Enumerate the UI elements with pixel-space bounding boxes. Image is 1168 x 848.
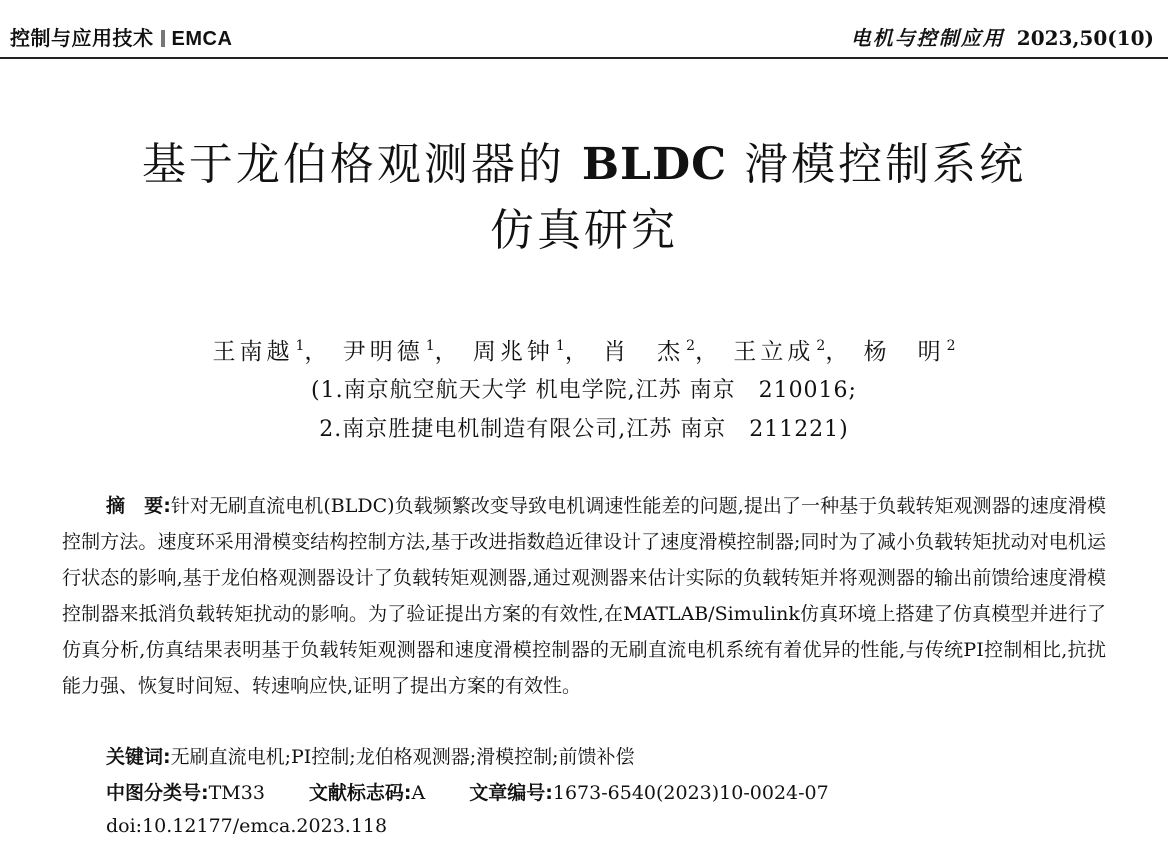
clc-label: 中图分类号:	[106, 782, 209, 804]
section-name	[10, 22, 232, 51]
clc-value: TM33	[208, 782, 265, 804]
author-affil-mark: 2	[946, 338, 956, 355]
affiliation-1: (1.南京航空航天大学 机电学院,江苏 南京 210016;	[311, 378, 857, 403]
title-part-en: BLDC	[581, 139, 728, 190]
doi-line	[106, 815, 387, 837]
article-number-label: 文章编号:	[469, 782, 553, 804]
author: 王南越 $^1$，	[212, 338, 332, 365]
author: 杨 明 $^2$	[863, 338, 956, 365]
doi-label: doi:	[106, 815, 143, 837]
title-part-a: 基于龙伯格观测器的	[141, 139, 565, 190]
running-header	[0, 0, 1168, 58]
author-affil-mark: 2	[686, 338, 696, 355]
title-part-b: 滑模控制系统	[744, 139, 1027, 190]
keywords	[106, 742, 635, 769]
author-affil-mark: 1	[295, 338, 305, 355]
journal-volume: 2023,50(10)	[1016, 26, 1154, 50]
author-list	[0, 333, 1168, 366]
keywords-label: 关键词:	[106, 746, 171, 768]
author: 肖 杰 $^2$，	[603, 338, 723, 365]
author: 周兆钟 $^1$，	[472, 338, 592, 365]
author-affil-mark: 2	[816, 338, 826, 355]
journal-name: 电机与控制应用	[850, 26, 1005, 50]
article-number-value: 1673-6540(2023)10-0024-07	[552, 782, 829, 804]
journal-info	[851, 22, 1154, 51]
title-line-1	[0, 132, 1168, 198]
author: 王立成 $^2$，	[733, 338, 853, 365]
abstract	[62, 488, 1106, 704]
keywords-text: 无刷直流电机;PI控制;龙伯格观测器;滑模控制;前馈补偿	[170, 746, 635, 768]
doi-value[interactable]: 10.12177/emca.2023.118	[142, 815, 388, 837]
doc-code-value: A	[411, 782, 426, 804]
title-line-2: 仿真研究	[490, 205, 678, 256]
section-label: 控制与应用技术	[10, 26, 154, 50]
affiliation-2: 2.南京胜捷电机制造有限公司,江苏 南京 211221)	[319, 417, 849, 442]
doc-code-label: 文献标志码:	[308, 782, 412, 804]
section-brand: EMCA	[171, 28, 233, 50]
paper-title	[0, 132, 1168, 264]
author-affil-mark: 1	[555, 338, 565, 355]
header-separator	[161, 30, 165, 47]
header-rule	[0, 57, 1168, 59]
author-affil-mark: 1	[425, 338, 435, 355]
abstract-text: 针对无刷直流电机(BLDC)负载频繁改变导致电机调速性能差的问题,提出了一种基于负载转矩观测器的速度滑模控制方法。速度环采用滑模变结构控制方法,基于改进指数趋近律设计了速度滑模控制器;同时为了减小负载转矩扰动对电机运行状态的影响,基于龙伯格观测器设计了负载转矩观测器,通过观测器来估计实际的负载转矩并将观测器的输出前馈给速度滑模控制器来抵消负载转矩扰动的影响。为了验证提出方案的有效性,在MATLAB/Simulink仿真环境上搭建了仿真模型并进行了仿真分析,仿真结果表明基于负载转矩观测器和速度滑模控制器的无刷直流电机系统有着优异的性能,与传统PI控制相比,抗扰能力强、恢复时间短、转速响应快,证明了提出方案的有效性。	[62, 495, 1106, 697]
abstract-label: 摘 要:	[106, 495, 171, 517]
author: 尹明德 $^1$，	[342, 338, 462, 365]
classification-line	[106, 778, 829, 805]
